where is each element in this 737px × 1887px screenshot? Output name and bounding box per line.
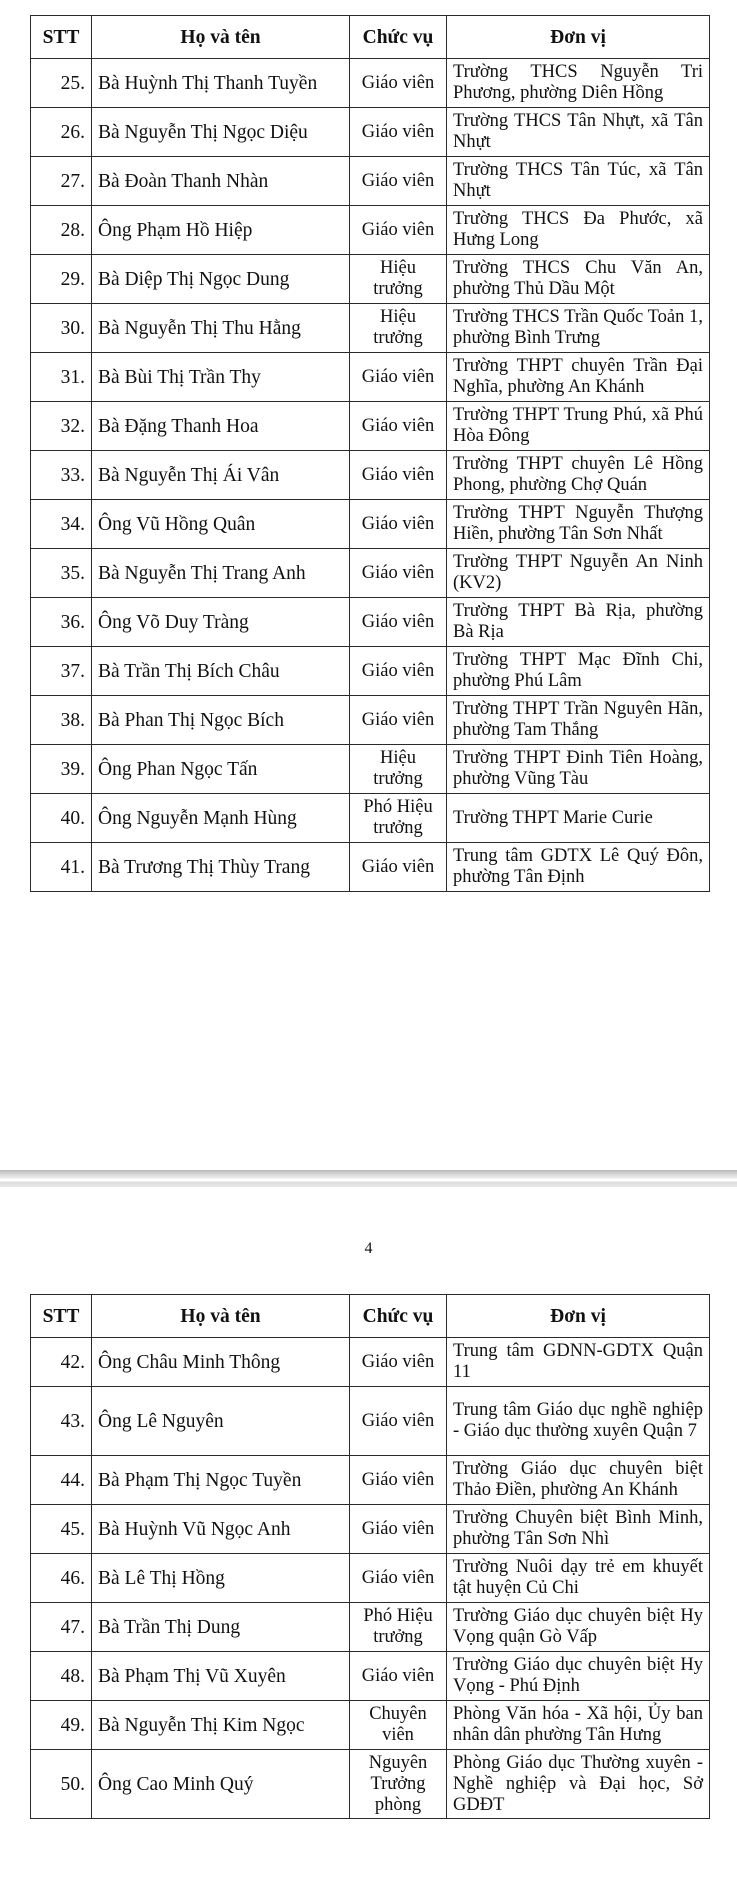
row-unit: Trường THPT Đinh Tiên Hoàng, phường Vũng Tàu [447,745,710,794]
header-unit: Đơn vị [447,16,710,59]
row-name: Bà Huỳnh Thị Thanh Tuyền [92,59,350,108]
row-name: Ông Vũ Hồng Quân [92,500,350,549]
table-row [31,59,710,108]
row-name: Bà Nguyễn Thị Ngọc Diệu [92,108,350,157]
row-unit: Trường THPT Trần Nguyên Hãn, phường Tam Thắng [447,696,710,745]
row-unit: Trường THPT Mạc Đĩnh Chi, phường Phú Lâm [447,647,710,696]
table-row [31,1338,710,1387]
row-stt: 26. [31,108,92,157]
table-row [31,1750,710,1819]
table-row [31,696,710,745]
row-role: Phó Hiệu trưởng [350,794,447,843]
row-role: Giáo viên [350,549,447,598]
table-row [31,794,710,843]
row-role: Giáo viên [350,59,447,108]
row-role: Giáo viên [350,353,447,402]
row-role: Phó Hiệu trưởng [350,1603,447,1652]
header-role: Chức vụ [350,16,447,59]
row-unit: Phòng Giáo dục Thường xuyên - Nghề nghiệp và Đại học, Sở GDĐT [447,1750,710,1819]
row-role: Chuyên viên [350,1701,447,1750]
row-role: Giáo viên [350,157,447,206]
row-unit: Trường THCS Chu Văn An, phường Thủ Dầu Một [447,255,710,304]
table-row [31,1652,710,1701]
row-unit: Trường THCS Tân Nhựt, xã Tân Nhựt [447,108,710,157]
row-stt: 50. [31,1750,92,1819]
row-unit: Trường THPT Marie Curie [447,794,710,843]
row-name: Bà Trương Thị Thùy Trang [92,843,350,892]
row-name: Bà Nguyễn Thị Trang Anh [92,549,350,598]
table-header-row [31,1295,710,1338]
row-name: Bà Nguyễn Thị Ái Vân [92,451,350,500]
row-name: Ông Châu Minh Thông [92,1338,350,1387]
row-name: Ông Phan Ngọc Tấn [92,745,350,794]
header-name: Họ và tên [92,16,350,59]
header-unit: Đơn vị [447,1295,710,1338]
row-unit: Trung tâm Giáo dục nghề nghiệp - Giáo dục thường xuyên Quận 7 [447,1387,710,1456]
header-stt: STT [31,1295,92,1338]
row-stt: 29. [31,255,92,304]
row-name: Ông Lê Nguyên [92,1387,350,1456]
row-stt: 30. [31,304,92,353]
staff-table-page-3 [30,15,710,892]
row-name: Bà Đặng Thanh Hoa [92,402,350,451]
table-row [31,1387,710,1456]
row-unit: Trường Giáo dục chuyên biệt Thảo Điền, phường An Khánh [447,1456,710,1505]
row-stt: 31. [31,353,92,402]
table-row [31,745,710,794]
row-stt: 43. [31,1387,92,1456]
row-stt: 25. [31,59,92,108]
header-role: Chức vụ [350,1295,447,1338]
row-stt: 47. [31,1603,92,1652]
header-name: Họ và tên [92,1295,350,1338]
row-stt: 28. [31,206,92,255]
row-stt: 34. [31,500,92,549]
row-name: Bà Lê Thị Hồng [92,1554,350,1603]
row-stt: 39. [31,745,92,794]
row-name: Bà Nguyễn Thị Kim Ngọc [92,1701,350,1750]
row-name: Bà Trần Thị Bích Châu [92,647,350,696]
table-row [31,647,710,696]
row-stt: 42. [31,1338,92,1387]
row-role: Hiệu trưởng [350,745,447,794]
table-row [31,157,710,206]
table-row [31,206,710,255]
row-name: Bà Phạm Thị Ngọc Tuyền [92,1456,350,1505]
row-unit: Phòng Văn hóa - Xã hội, Ủy ban nhân dân phường Tân Hưng [447,1701,710,1750]
row-role: Giáo viên [350,1338,447,1387]
row-role: Giáo viên [350,1652,447,1701]
table-row [31,451,710,500]
row-stt: 49. [31,1701,92,1750]
row-name: Bà Diệp Thị Ngọc Dung [92,255,350,304]
row-role: Giáo viên [350,1505,447,1554]
row-name: Ông Phạm Hồ Hiệp [92,206,350,255]
page-separator [0,1170,737,1187]
row-stt: 48. [31,1652,92,1701]
row-role: Giáo viên [350,108,447,157]
row-role: Nguyên Trưởng phòng [350,1750,447,1819]
row-stt: 35. [31,549,92,598]
table-row [31,255,710,304]
row-stt: 36. [31,598,92,647]
page-number: 4 [364,1240,373,1257]
table-row [31,108,710,157]
row-stt: 37. [31,647,92,696]
row-stt: 46. [31,1554,92,1603]
row-role: Giáo viên [350,696,447,745]
row-unit: Trung tâm GDNN-GDTX Quận 11 [447,1338,710,1387]
table-row [31,304,710,353]
row-unit: Trường THCS Trần Quốc Toản 1, phường Bình Trưng [447,304,710,353]
row-name: Bà Huỳnh Vũ Ngọc Anh [92,1505,350,1554]
row-unit: Trường Chuyên biệt Bình Minh, phường Tân Sơn Nhì [447,1505,710,1554]
row-role: Giáo viên [350,1456,447,1505]
table-row [31,1505,710,1554]
table-row [31,1603,710,1652]
table-row [31,353,710,402]
row-name: Bà Bùi Thị Trần Thy [92,353,350,402]
row-stt: 38. [31,696,92,745]
row-name: Bà Phan Thị Ngọc Bích [92,696,350,745]
row-name: Ông Nguyễn Mạnh Hùng [92,794,350,843]
row-unit: Trường Nuôi dạy trẻ em khuyết tật huyện Củ Chi [447,1554,710,1603]
table-row [31,500,710,549]
table-row [31,1456,710,1505]
row-role: Giáo viên [350,451,447,500]
row-unit: Trung tâm GDTX Lê Quý Đôn, phường Tân Định [447,843,710,892]
table-row [31,843,710,892]
row-stt: 41. [31,843,92,892]
row-stt: 44. [31,1456,92,1505]
row-unit: Trường THPT Nguyễn Thượng Hiền, phường Tân Sơn Nhất [447,500,710,549]
row-role: Hiệu trưởng [350,304,447,353]
row-name: Ông Võ Duy Tràng [92,598,350,647]
row-name: Bà Nguyễn Thị Thu Hằng [92,304,350,353]
row-stt: 27. [31,157,92,206]
table-row [31,1554,710,1603]
row-name: Ông Cao Minh Quý [92,1750,350,1819]
row-stt: 40. [31,794,92,843]
row-name: Bà Phạm Thị Vũ Xuyên [92,1652,350,1701]
header-stt: STT [31,16,92,59]
table-row [31,549,710,598]
row-stt: 33. [31,451,92,500]
table-row [31,1701,710,1750]
row-role: Giáo viên [350,1387,447,1456]
table-header-row [31,16,710,59]
row-unit: Trường THCS Đa Phước, xã Hưng Long [447,206,710,255]
row-unit: Trường THPT chuyên Trần Đại Nghĩa, phường An Khánh [447,353,710,402]
table-row [31,598,710,647]
row-role: Giáo viên [350,598,447,647]
row-role: Giáo viên [350,500,447,549]
row-role: Giáo viên [350,206,447,255]
row-stt: 45. [31,1505,92,1554]
row-unit: Trường THPT Nguyễn An Ninh (KV2) [447,549,710,598]
row-unit: Trường THPT Bà Rịa, phường Bà Rịa [447,598,710,647]
row-name: Bà Đoàn Thanh Nhàn [92,157,350,206]
row-role: Giáo viên [350,402,447,451]
row-unit: Trường THCS Nguyễn Tri Phương, phường Diên Hồng [447,59,710,108]
row-unit: Trường Giáo dục chuyên biệt Hy Vọng - Phú Định [447,1652,710,1701]
row-role: Giáo viên [350,843,447,892]
row-unit: Trường THCS Tân Túc, xã Tân Nhựt [447,157,710,206]
row-unit: Trường THPT chuyên Lê Hồng Phong, phường Chợ Quán [447,451,710,500]
row-role: Hiệu trưởng [350,255,447,304]
row-name: Bà Trần Thị Dung [92,1603,350,1652]
staff-table-page-4 [30,1294,710,1819]
table-row [31,402,710,451]
row-unit: Trường Giáo dục chuyên biệt Hy Vọng quận Gò Vấp [447,1603,710,1652]
row-stt: 32. [31,402,92,451]
row-unit: Trường THPT Trung Phú, xã Phú Hòa Đông [447,402,710,451]
row-role: Giáo viên [350,1554,447,1603]
row-role: Giáo viên [350,647,447,696]
